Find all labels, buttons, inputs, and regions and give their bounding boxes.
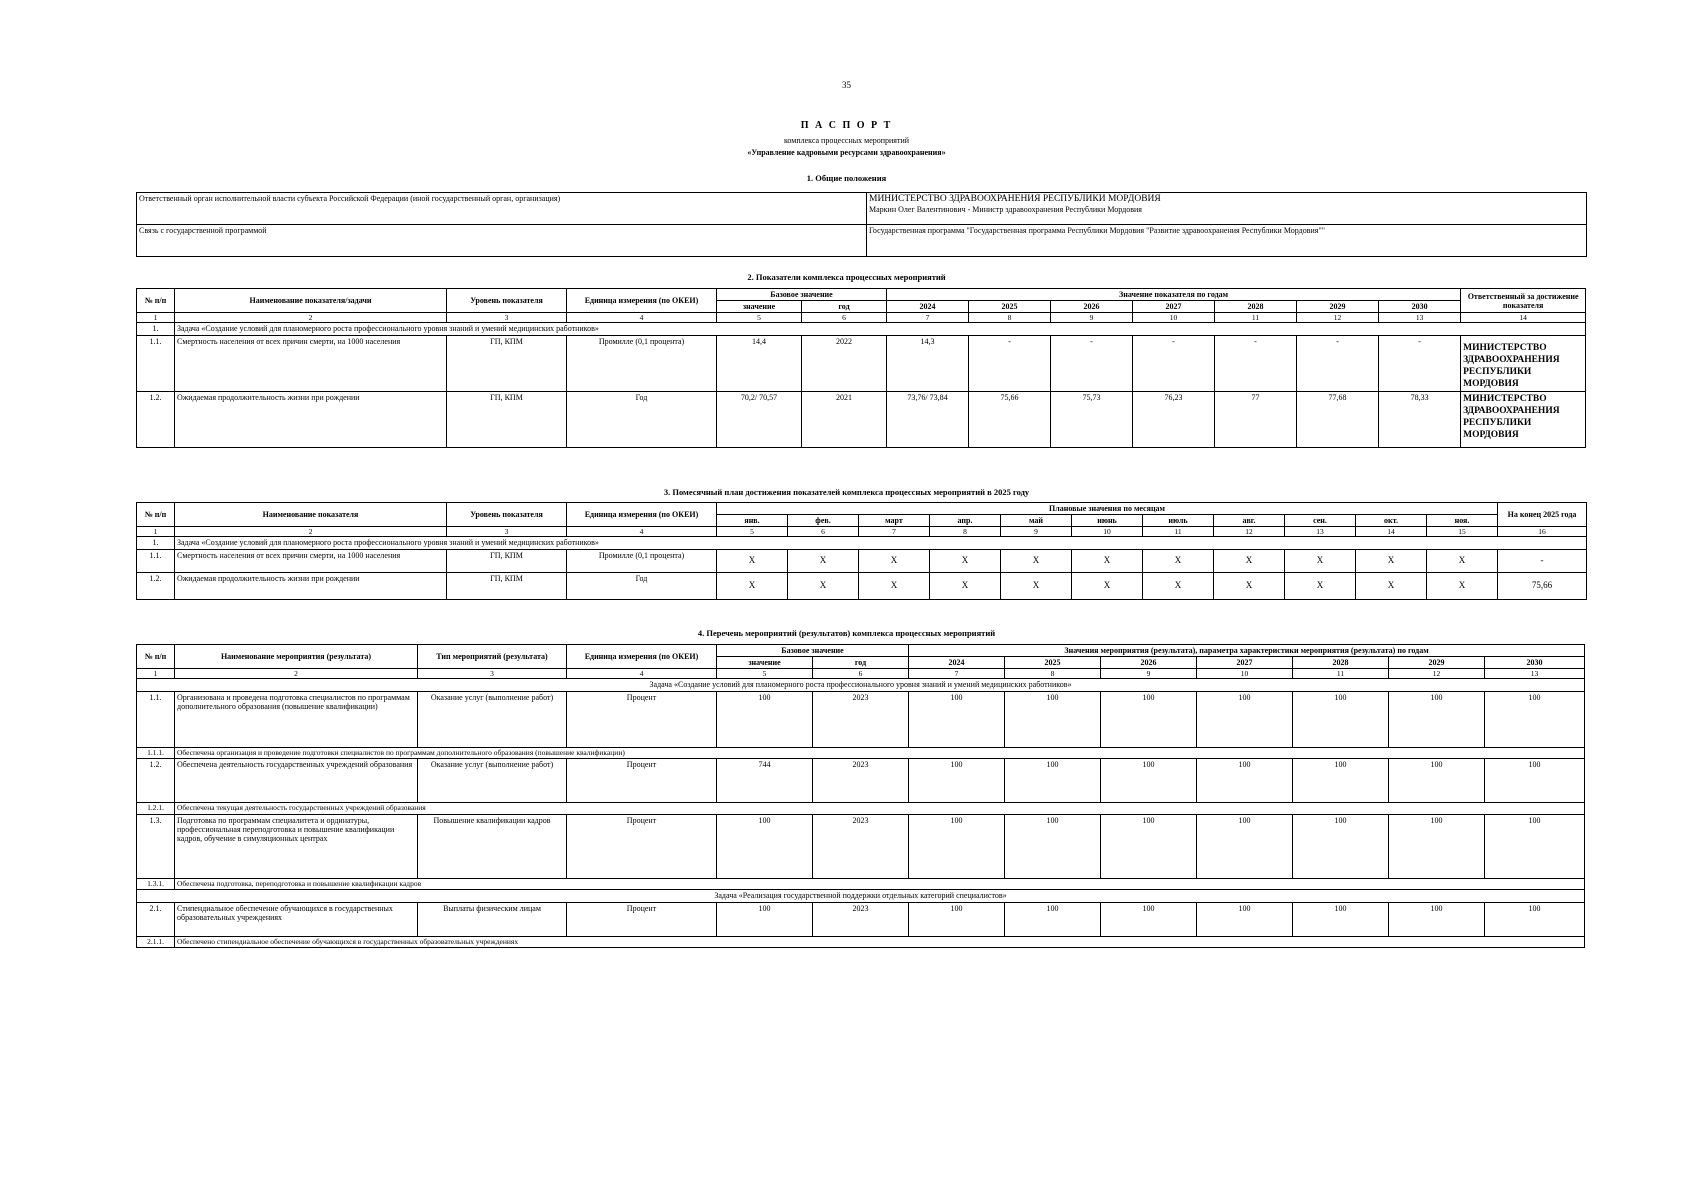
col-months-header: Плановые значения по месяцам: [717, 503, 1498, 515]
year-header: 2025: [1005, 657, 1101, 669]
activity-unit: Процент: [567, 759, 717, 803]
year-value: 100: [1389, 759, 1485, 803]
year-value: 100: [1485, 759, 1585, 803]
column-numbers-row: [137, 527, 1587, 537]
month-value: X: [1072, 549, 1143, 572]
col-number: 2: [175, 669, 418, 679]
col-unit-header: Единица измерения (по ОКЕИ): [567, 503, 717, 527]
year-value: 100: [1101, 814, 1197, 878]
sub-row-text: Обеспечена текущая деятельность государственных учреждений образования: [175, 803, 1585, 815]
year-header: 2030: [1485, 657, 1585, 669]
col-number: 6: [788, 527, 859, 537]
base-year: 2023: [813, 759, 909, 803]
section1-title: 1. Общие положения: [806, 173, 887, 183]
base-value: 100: [717, 902, 813, 936]
col-type-header: Тип мероприятий (результата): [418, 645, 567, 669]
month-value: X: [930, 572, 1001, 599]
year-value: 75,73: [1051, 391, 1133, 447]
base-year: 2023: [813, 902, 909, 936]
document-title: П А С П О Р Т: [800, 120, 893, 131]
col-number: 9: [1001, 527, 1072, 537]
task-text: Задача «Создание условий для планомерного роста профессионального уровня знаний и умений медицинских работников»: [137, 679, 1585, 691]
col-number: 10: [1072, 527, 1143, 537]
col-number: 8: [969, 313, 1051, 323]
col-number: 3: [418, 669, 567, 679]
header-row: [137, 289, 1586, 301]
col-number: 14: [1461, 313, 1586, 323]
section3-title: 3. Помесячный план достижения показателей комплекса процессных мероприятий в 2025 году: [663, 487, 1030, 497]
task-row: [137, 679, 1585, 691]
activity-type: Выплаты физическим лицам: [418, 902, 567, 936]
column-numbers-row: [137, 313, 1586, 323]
table-subrow: [137, 878, 1585, 890]
activity-name: Стипендиальное обеспечение обучающихся в государственных образовательных учреждениях: [175, 902, 418, 936]
month-value: X: [1427, 572, 1498, 599]
year-value: 100: [1197, 691, 1293, 747]
row-num: 1.3.: [137, 814, 175, 878]
section2-title: 2. Показатели комплекса процессных мероприятий: [747, 272, 946, 282]
sub-row-text: Обеспечена организация и проведение подготовки специалистов по программам дополнительного образования (повышение квалификации): [175, 747, 1585, 759]
table-row: [137, 391, 1586, 447]
row-num: 1.1.: [137, 549, 175, 572]
year-value: -: [1133, 335, 1215, 391]
task-text: Задача «Реализация государственной поддержки отдельных категорий специалистов»: [137, 890, 1585, 902]
month-header: май: [1001, 515, 1072, 527]
year-value: 100: [1005, 814, 1101, 878]
base-value-header: значение: [717, 301, 802, 313]
sub-row-num: 1.2.1.: [137, 803, 175, 815]
col-number: 13: [1285, 527, 1356, 537]
col-number: 5: [717, 313, 802, 323]
task-num: 1.: [137, 323, 175, 335]
month-header: янв.: [717, 515, 788, 527]
table-row: [137, 549, 1587, 572]
col-years-header: Значения мероприятия (результата), параметра характеристики мероприятия (результата) по годам: [909, 645, 1585, 657]
responsible-body-value: [867, 193, 1587, 225]
program-link-label: Связь с государственной программой: [137, 225, 867, 257]
col-number: 9: [1051, 313, 1133, 323]
year-value: 100: [1101, 759, 1197, 803]
month-value: X: [788, 549, 859, 572]
col-unit-header: Единица измерения (по ОКЕИ): [567, 289, 717, 313]
col-base-header: Базовое значение: [717, 289, 887, 301]
year-value: -: [1379, 335, 1461, 391]
month-header: авг.: [1214, 515, 1285, 527]
year-header: 2026: [1051, 301, 1133, 313]
base-value: 100: [717, 691, 813, 747]
year-header: 2024: [887, 301, 969, 313]
year-value: 100: [1485, 691, 1585, 747]
table-subrow: [137, 936, 1585, 948]
year-value: 100: [1101, 691, 1197, 747]
year-header: 2028: [1293, 657, 1389, 669]
col-number: 8: [1005, 669, 1101, 679]
activity-type: Оказание услуг (выполнение работ): [418, 759, 567, 803]
col-num-header: № п/п: [137, 289, 175, 313]
col-name-header: Наименование мероприятия (результата): [175, 645, 418, 669]
sub-row-num: 1.1.1.: [137, 747, 175, 759]
year-header: 2029: [1389, 657, 1485, 669]
year-value: 76,23: [1133, 391, 1215, 447]
year-end-value: -: [1498, 549, 1587, 572]
month-header: ноя.: [1427, 515, 1498, 527]
col-number: 7: [887, 313, 969, 323]
year-value: 78,33: [1379, 391, 1461, 447]
col-number: 6: [802, 313, 887, 323]
col-number: 11: [1293, 669, 1389, 679]
year-value: 100: [1293, 691, 1389, 747]
month-value: X: [1001, 572, 1072, 599]
col-number: 11: [1215, 313, 1297, 323]
sub-row-text: Обеспечено стипендиальное обеспечение обучающихся в государственных образовательных учреждениях: [175, 936, 1585, 948]
table-row: [137, 225, 1587, 257]
year-header: 2025: [969, 301, 1051, 313]
col-name-header: Наименование показателя: [175, 503, 447, 527]
base-value: 100: [717, 814, 813, 878]
base-year-header: год: [813, 657, 909, 669]
year-header: 2029: [1297, 301, 1379, 313]
table-row: [137, 814, 1585, 878]
month-header: сен.: [1285, 515, 1356, 527]
col-name-header: Наименование показателя/задачи: [175, 289, 447, 313]
year-value: 77,68: [1297, 391, 1379, 447]
year-value: -: [1051, 335, 1133, 391]
col-number: 10: [1197, 669, 1293, 679]
year-value: 100: [1485, 902, 1585, 936]
row-num: 1.2.: [137, 759, 175, 803]
program-link-value: Государственная программа "Государственная программа Республики Мордовия "Развитие здравоохранения Республики Мордовия"": [867, 225, 1587, 257]
month-header: фев.: [788, 515, 859, 527]
indicator-name: Смертность населения от всех причин смерти, на 1000 населения: [175, 549, 447, 572]
indicator-unit: Промилле (0,1 процента): [567, 335, 717, 391]
year-value: 100: [909, 759, 1005, 803]
responsible-person: Маркин Олег Валентинович - Министр здравоохранения Республики Мордовия: [869, 204, 1142, 214]
col-number: 14: [1356, 527, 1427, 537]
indicator-unit: Год: [567, 572, 717, 599]
col-number: 4: [567, 527, 717, 537]
month-value: X: [717, 549, 788, 572]
month-value: X: [717, 572, 788, 599]
task-text: Задача «Создание условий для планомерного роста профессионального уровня знаний и умений медицинских работников»: [175, 537, 1587, 549]
col-number: 13: [1485, 669, 1585, 679]
year-header: 2027: [1133, 301, 1215, 313]
year-value: 14,3: [887, 335, 969, 391]
year-value: 100: [1197, 902, 1293, 936]
month-value: X: [788, 572, 859, 599]
col-number: 3: [447, 527, 567, 537]
base-year-header: год: [802, 301, 887, 313]
base-value: 14,4: [717, 335, 802, 391]
indicator-level: ГП, КПМ: [447, 572, 567, 599]
col-number: 12: [1297, 313, 1379, 323]
col-number: 7: [859, 527, 930, 537]
month-value: X: [1427, 549, 1498, 572]
year-value: 73,76/ 73,84: [887, 391, 969, 447]
table-subrow: [137, 803, 1585, 815]
year-end-value: 75,66: [1498, 572, 1587, 599]
header-row: [137, 503, 1587, 515]
responsible-party: МИНИСТЕРСТВО ЗДРАВООХРАНЕНИЯ РЕСПУБЛИКИ МОРДОВИЯ: [1461, 335, 1586, 391]
activity-type: Повышение квалификации кадров: [418, 814, 567, 878]
col-number: 1: [137, 669, 175, 679]
task-row: [137, 537, 1587, 549]
indicator-level: ГП, КПМ: [447, 391, 567, 447]
month-value: X: [1285, 572, 1356, 599]
activity-unit: Процент: [567, 691, 717, 747]
task-row: [137, 323, 1586, 335]
indicators-table: [136, 288, 1586, 448]
base-value: 70,2/ 70,57: [717, 391, 802, 447]
col-number: 6: [813, 669, 909, 679]
row-num: 1.1.: [137, 691, 175, 747]
activity-type: Оказание услуг (выполнение работ): [418, 691, 567, 747]
activity-name: Подготовка по программам специалитета и ординатуры, профессиональная переподготовка и повышение квалификации кадров, обучение в симуляционных центрах: [175, 814, 418, 878]
row-num: 1.2.: [137, 572, 175, 599]
month-value: X: [1143, 549, 1214, 572]
sub-row-text: Обеспечена подготовка, переподготовка и повышение квалификации кадров: [175, 878, 1585, 890]
table-row: [137, 335, 1586, 391]
year-value: 100: [1197, 759, 1293, 803]
month-value: X: [1285, 549, 1356, 572]
col-number: 13: [1379, 313, 1461, 323]
col-number: 12: [1214, 527, 1285, 537]
indicator-unit: Год: [567, 391, 717, 447]
responsible-body-name: МИНИСТЕРСТВО ЗДРАВООХРАНЕНИЯ РЕСПУБЛИКИ МОРДОВИЯ: [869, 194, 1161, 204]
year-value: 100: [1293, 759, 1389, 803]
general-provisions-table: [136, 192, 1587, 257]
monthly-plan-table: [136, 502, 1587, 600]
month-header: окт.: [1356, 515, 1427, 527]
indicator-name: Ожидаемая продолжительность жизни при рождении: [175, 572, 447, 599]
year-value: 100: [1389, 814, 1485, 878]
month-value: X: [1214, 572, 1285, 599]
month-value: X: [1072, 572, 1143, 599]
col-number: 3: [447, 313, 567, 323]
year-value: 100: [909, 814, 1005, 878]
indicator-level: ГП, КПМ: [447, 335, 567, 391]
header-row: [137, 645, 1585, 657]
col-level-header: Уровень показателя: [447, 503, 567, 527]
table-row: [137, 691, 1585, 747]
year-value: 100: [1005, 759, 1101, 803]
col-number: 7: [909, 669, 1005, 679]
month-value: X: [930, 549, 1001, 572]
activity-name: Обеспечена деятельность государственных учреждений образования: [175, 759, 418, 803]
year-header: 2024: [909, 657, 1005, 669]
column-numbers-row: [137, 669, 1585, 679]
base-year: 2021: [802, 391, 887, 447]
base-value: 744: [717, 759, 813, 803]
base-year: 2022: [802, 335, 887, 391]
col-number: 10: [1133, 313, 1215, 323]
col-number: 16: [1498, 527, 1587, 537]
document-subtitle: комплекса процессных мероприятий: [783, 136, 910, 145]
col-number: 2: [175, 313, 447, 323]
year-value: 100: [1005, 691, 1101, 747]
month-value: X: [1143, 572, 1214, 599]
col-number: 5: [717, 669, 813, 679]
col-year-end-header: На конец 2025 года: [1498, 503, 1587, 527]
year-value: 100: [1485, 814, 1585, 878]
month-value: X: [1356, 549, 1427, 572]
month-value: X: [859, 549, 930, 572]
month-value: X: [1001, 549, 1072, 572]
year-value: 100: [1293, 902, 1389, 936]
indicator-unit: Промилле (0,1 процента): [567, 549, 717, 572]
col-number: 9: [1101, 669, 1197, 679]
col-responsible-header: Ответственный за достижение показателя: [1461, 289, 1586, 313]
row-num: 2.1.: [137, 902, 175, 936]
col-number: 4: [567, 669, 717, 679]
document-program-name: «Управление кадровыми ресурсами здравоохранения»: [747, 148, 946, 157]
col-number: 11: [1143, 527, 1214, 537]
row-num: 1.2.: [137, 391, 175, 447]
col-number: 1: [137, 527, 175, 537]
indicator-level: ГП, КПМ: [447, 549, 567, 572]
col-number: 4: [567, 313, 717, 323]
activity-unit: Процент: [567, 814, 717, 878]
year-value: 77: [1215, 391, 1297, 447]
year-value: 100: [909, 691, 1005, 747]
year-value: 100: [1101, 902, 1197, 936]
col-number: 2: [175, 527, 447, 537]
year-header: 2030: [1379, 301, 1461, 313]
indicator-name: Ожидаемая продолжительность жизни при рождении: [175, 391, 447, 447]
month-header: июнь: [1072, 515, 1143, 527]
base-year: 2023: [813, 691, 909, 747]
col-years-header: Значение показателя по годам: [887, 289, 1461, 301]
year-value: -: [1215, 335, 1297, 391]
indicator-name: Смертность населения от всех причин смерти, на 1000 населения: [175, 335, 447, 391]
sub-row-num: 2.1.1.: [137, 936, 175, 948]
year-value: -: [1297, 335, 1379, 391]
month-value: X: [859, 572, 930, 599]
base-value-header: значение: [717, 657, 813, 669]
col-number: 8: [930, 527, 1001, 537]
base-year: 2023: [813, 814, 909, 878]
month-value: X: [1356, 572, 1427, 599]
col-unit-header: Единица измерения (по ОКЕИ): [567, 645, 717, 669]
col-number: 12: [1389, 669, 1485, 679]
section4-title: 4. Перечень мероприятий (результатов) комплекса процессных мероприятий: [697, 628, 996, 638]
year-value: 100: [1293, 814, 1389, 878]
col-level-header: Уровень показателя: [447, 289, 567, 313]
year-value: 100: [909, 902, 1005, 936]
month-header: март: [859, 515, 930, 527]
month-value: X: [1214, 549, 1285, 572]
task-num: 1.: [137, 537, 175, 549]
table-row: [137, 902, 1585, 936]
year-value: 100: [1005, 902, 1101, 936]
activities-table: [136, 644, 1585, 948]
year-value: 75,66: [969, 391, 1051, 447]
month-header: апр.: [930, 515, 1001, 527]
activity-name: Организована и проведена подготовка специалистов по программам дополнительного образования (повышение квалификации): [175, 691, 418, 747]
table-row: [137, 759, 1585, 803]
col-base-header: Базовое значение: [717, 645, 909, 657]
task-row: [137, 890, 1585, 902]
month-header: июль: [1143, 515, 1214, 527]
row-num: 1.1.: [137, 335, 175, 391]
col-num-header: № п/п: [137, 503, 175, 527]
task-text: Задача «Создание условий для планомерного роста профессионального уровня знаний и умений медицинских работников»: [175, 323, 1586, 335]
page-number: 35: [842, 80, 851, 90]
year-header: 2026: [1101, 657, 1197, 669]
table-row: [137, 193, 1587, 225]
responsible-body-label: Ответственный орган исполнительной власти субъекта Российской Федерации (иной государственный орган, организация): [137, 193, 867, 225]
year-value: 100: [1389, 691, 1485, 747]
activity-unit: Процент: [567, 902, 717, 936]
year-value: 100: [1389, 902, 1485, 936]
year-header: 2028: [1215, 301, 1297, 313]
sub-row-num: 1.3.1.: [137, 878, 175, 890]
table-row: [137, 572, 1587, 599]
col-number: 1: [137, 313, 175, 323]
year-value: 100: [1197, 814, 1293, 878]
year-value: -: [969, 335, 1051, 391]
col-number: 5: [717, 527, 788, 537]
year-header: 2027: [1197, 657, 1293, 669]
responsible-party: МИНИСТЕРСТВО ЗДРАВООХРАНЕНИЯ РЕСПУБЛИКИ МОРДОВИЯ: [1461, 391, 1586, 447]
table-subrow: [137, 747, 1585, 759]
col-number: 15: [1427, 527, 1498, 537]
col-num-header: № п/п: [137, 645, 175, 669]
